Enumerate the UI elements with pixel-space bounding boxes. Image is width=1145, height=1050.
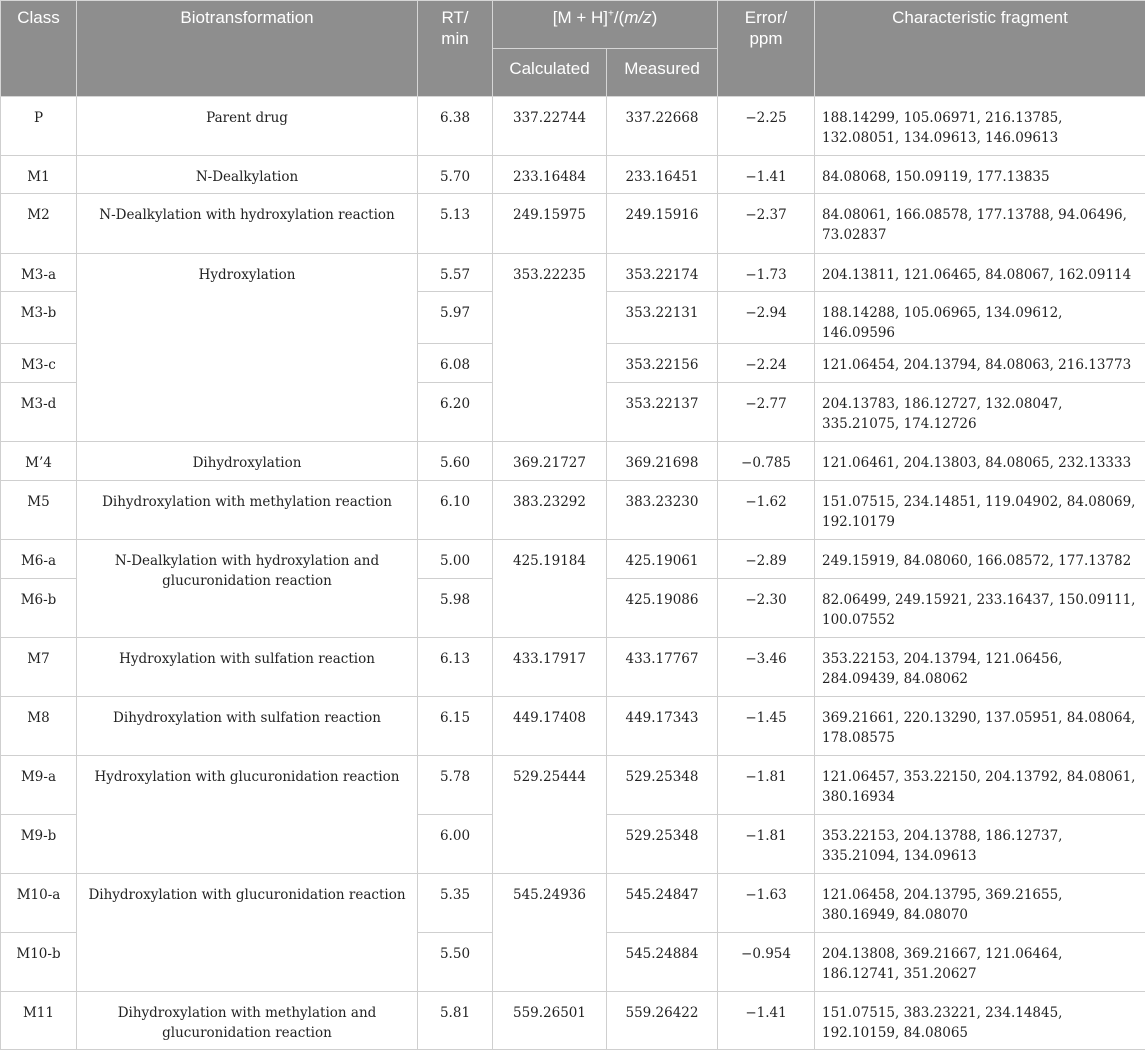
rt-cell: 5.98 (418, 579, 493, 638)
rt-cell: 5.57 (418, 254, 493, 292)
rt-cell: 5.81 (418, 992, 493, 1050)
class-cell: M3-a (1, 254, 77, 292)
fragment-cell: 204.13811, 121.06465, 84.08067, 162.09114 (815, 254, 1145, 292)
biotransformation-cell: N-Dealkylation with hydroxylation and glucuronidation reaction (77, 540, 418, 638)
measured-cell: 529.25348 (607, 815, 718, 874)
error-cell: −2.30 (718, 579, 815, 638)
fragment-cell: 121.06457, 353.22150, 204.13792, 84.08061, 380.16934 (815, 756, 1145, 815)
error-cell: −1.63 (718, 874, 815, 933)
class-cell: M11 (1, 992, 77, 1050)
class-cell: M6-b (1, 579, 77, 638)
header-calculated: Calculated (493, 49, 607, 97)
rt-cell: 5.70 (418, 156, 493, 194)
error-cell: −1.41 (718, 156, 815, 194)
class-cell: M3-c (1, 344, 77, 383)
rt-cell: 5.78 (418, 756, 493, 815)
biotransformation-cell: Dihydroxylation with sulfation reaction (77, 697, 418, 756)
error-cell: −2.24 (718, 344, 815, 383)
measured-cell: 545.24847 (607, 874, 718, 933)
measured-cell: 249.15916 (607, 194, 718, 254)
header-mh: [M + H]+/(m/z) (493, 1, 718, 49)
table-row (1, 540, 1145, 579)
error-cell: −1.45 (718, 697, 815, 756)
error-cell: −1.73 (718, 254, 815, 292)
measured-cell: 353.22137 (607, 383, 718, 442)
fragment-cell: 84.08061, 166.08578, 177.13788, 94.06496, 73.02837 (815, 194, 1145, 254)
fragment-cell: 82.06499, 249.15921, 233.16437, 150.09111, 100.07552 (815, 579, 1145, 638)
biotransformation-cell: Dihydroxylation with methylation reaction (77, 481, 418, 540)
rt-cell: 6.13 (418, 638, 493, 697)
class-cell: M’4 (1, 442, 77, 481)
calculated-cell: 383.23292 (493, 481, 607, 540)
table-row (1, 481, 1145, 540)
rt-cell: 5.50 (418, 933, 493, 992)
class-cell: M2 (1, 194, 77, 254)
fragment-cell: 369.21661, 220.13290, 137.05951, 84.08064, 178.08575 (815, 697, 1145, 756)
biotransformation-cell: Parent drug (77, 97, 418, 156)
biotransformation-cell: Dihydroxylation (77, 442, 418, 481)
calculated-cell: 233.16484 (493, 156, 607, 194)
header-biotransformation: Biotransformation (77, 1, 418, 97)
table-row (1, 874, 1145, 933)
fragment-cell: 353.22153, 204.13788, 186.12737, 335.21094, 134.09613 (815, 815, 1145, 874)
fragment-cell: 121.06454, 204.13794, 84.08063, 216.13773 (815, 344, 1145, 383)
calculated-cell: 559.26501 (493, 992, 607, 1050)
class-cell: M3-d (1, 383, 77, 442)
measured-cell: 545.24884 (607, 933, 718, 992)
measured-cell: 425.19061 (607, 540, 718, 579)
calculated-cell: 249.15975 (493, 194, 607, 254)
header-measured: Measured (607, 49, 718, 97)
error-cell: −2.77 (718, 383, 815, 442)
measured-cell: 353.22156 (607, 344, 718, 383)
table-row (1, 442, 1145, 481)
rt-cell: 6.15 (418, 697, 493, 756)
calculated-cell: 425.19184 (493, 540, 607, 638)
error-cell: −2.89 (718, 540, 815, 579)
class-cell: M9-a (1, 756, 77, 815)
rt-cell: 5.00 (418, 540, 493, 579)
class-cell: M10-b (1, 933, 77, 992)
fragment-cell: 121.06461, 204.13803, 84.08065, 232.13333 (815, 442, 1145, 481)
calculated-cell: 449.17408 (493, 697, 607, 756)
calculated-cell: 433.17917 (493, 638, 607, 697)
class-cell: M6-a (1, 540, 77, 579)
header-fragment: Characteristic fragment (815, 1, 1145, 97)
table-row (1, 992, 1145, 1050)
error-cell: −1.81 (718, 756, 815, 815)
error-cell: −2.94 (718, 292, 815, 344)
measured-cell: 433.17767 (607, 638, 718, 697)
measured-cell: 425.19086 (607, 579, 718, 638)
biotransformation-cell: Hydroxylation with sulfation reaction (77, 638, 418, 697)
table-row (1, 254, 1145, 292)
fragment-cell: 84.08068, 150.09119, 177.13835 (815, 156, 1145, 194)
error-cell: −2.25 (718, 97, 815, 156)
rt-cell: 5.35 (418, 874, 493, 933)
error-cell: −0.785 (718, 442, 815, 481)
measured-cell: 383.23230 (607, 481, 718, 540)
biotransformation-cell: N-Dealkylation with hydroxylation reaction (77, 194, 418, 254)
error-cell: −1.81 (718, 815, 815, 874)
measured-cell: 529.25348 (607, 756, 718, 815)
calculated-cell: 353.22235 (493, 254, 607, 442)
measured-cell: 233.16451 (607, 156, 718, 194)
biotransformation-cell: Hydroxylation with glucuronidation reaction (77, 756, 418, 874)
calculated-cell: 545.24936 (493, 874, 607, 992)
fragment-cell: 353.22153, 204.13794, 121.06456, 284.09439, 84.08062 (815, 638, 1145, 697)
class-cell: M7 (1, 638, 77, 697)
fragment-cell: 151.07515, 234.14851, 119.04902, 84.08069, 192.10179 (815, 481, 1145, 540)
fragment-cell: 188.14299, 105.06971, 216.13785, 132.08051, 134.09613, 146.09613 (815, 97, 1145, 156)
rt-cell: 5.60 (418, 442, 493, 481)
table-row (1, 638, 1145, 697)
rt-cell: 6.00 (418, 815, 493, 874)
measured-cell: 353.22174 (607, 254, 718, 292)
biotransformation-cell: Dihydroxylation with glucuronidation reaction (77, 874, 418, 992)
calculated-cell: 529.25444 (493, 756, 607, 874)
biotransformation-cell: N-Dealkylation (77, 156, 418, 194)
fragment-cell: 121.06458, 204.13795, 369.21655, 380.16949, 84.08070 (815, 874, 1145, 933)
fragment-cell: 151.07515, 383.23221, 234.14845, 192.10159, 84.08065 (815, 992, 1145, 1050)
error-cell: −2.37 (718, 194, 815, 254)
error-cell: −1.41 (718, 992, 815, 1050)
measured-cell: 449.17343 (607, 697, 718, 756)
table-row (1, 697, 1145, 756)
class-cell: M5 (1, 481, 77, 540)
class-cell: M3-b (1, 292, 77, 344)
table-row (1, 97, 1145, 156)
class-cell: M10-a (1, 874, 77, 933)
rt-cell: 5.13 (418, 194, 493, 254)
class-cell: P (1, 97, 77, 156)
class-cell: M1 (1, 156, 77, 194)
measured-cell: 353.22131 (607, 292, 718, 344)
fragment-cell: 204.13783, 186.12727, 132.08047, 335.21075, 174.12726 (815, 383, 1145, 442)
measured-cell: 369.21698 (607, 442, 718, 481)
table-row (1, 194, 1145, 254)
class-cell: M9-b (1, 815, 77, 874)
header-rt: RT/ min (418, 1, 493, 97)
calculated-cell: 337.22744 (493, 97, 607, 156)
header-class: Class (1, 1, 77, 97)
fragment-cell: 188.14288, 105.06965, 134.09612, 146.09596 (815, 292, 1145, 344)
biotransformation-cell: Hydroxylation (77, 254, 418, 442)
biotransformation-cell: Dihydroxylation with methylation and glucuronidation reaction (77, 992, 418, 1050)
calculated-cell: 369.21727 (493, 442, 607, 481)
fragment-cell: 249.15919, 84.08060, 166.08572, 177.13782 (815, 540, 1145, 579)
table-row (1, 756, 1145, 815)
measured-cell: 559.26422 (607, 992, 718, 1050)
class-cell: M8 (1, 697, 77, 756)
rt-cell: 6.08 (418, 344, 493, 383)
rt-cell: 6.20 (418, 383, 493, 442)
rt-cell: 6.10 (418, 481, 493, 540)
table-row (1, 156, 1145, 194)
fragment-cell: 204.13808, 369.21667, 121.06464, 186.12741, 351.20627 (815, 933, 1145, 992)
error-cell: −0.954 (718, 933, 815, 992)
rt-cell: 6.38 (418, 97, 493, 156)
error-cell: −1.62 (718, 481, 815, 540)
header-error: Error/ ppm (718, 1, 815, 97)
measured-cell: 337.22668 (607, 97, 718, 156)
rt-cell: 5.97 (418, 292, 493, 344)
error-cell: −3.46 (718, 638, 815, 697)
